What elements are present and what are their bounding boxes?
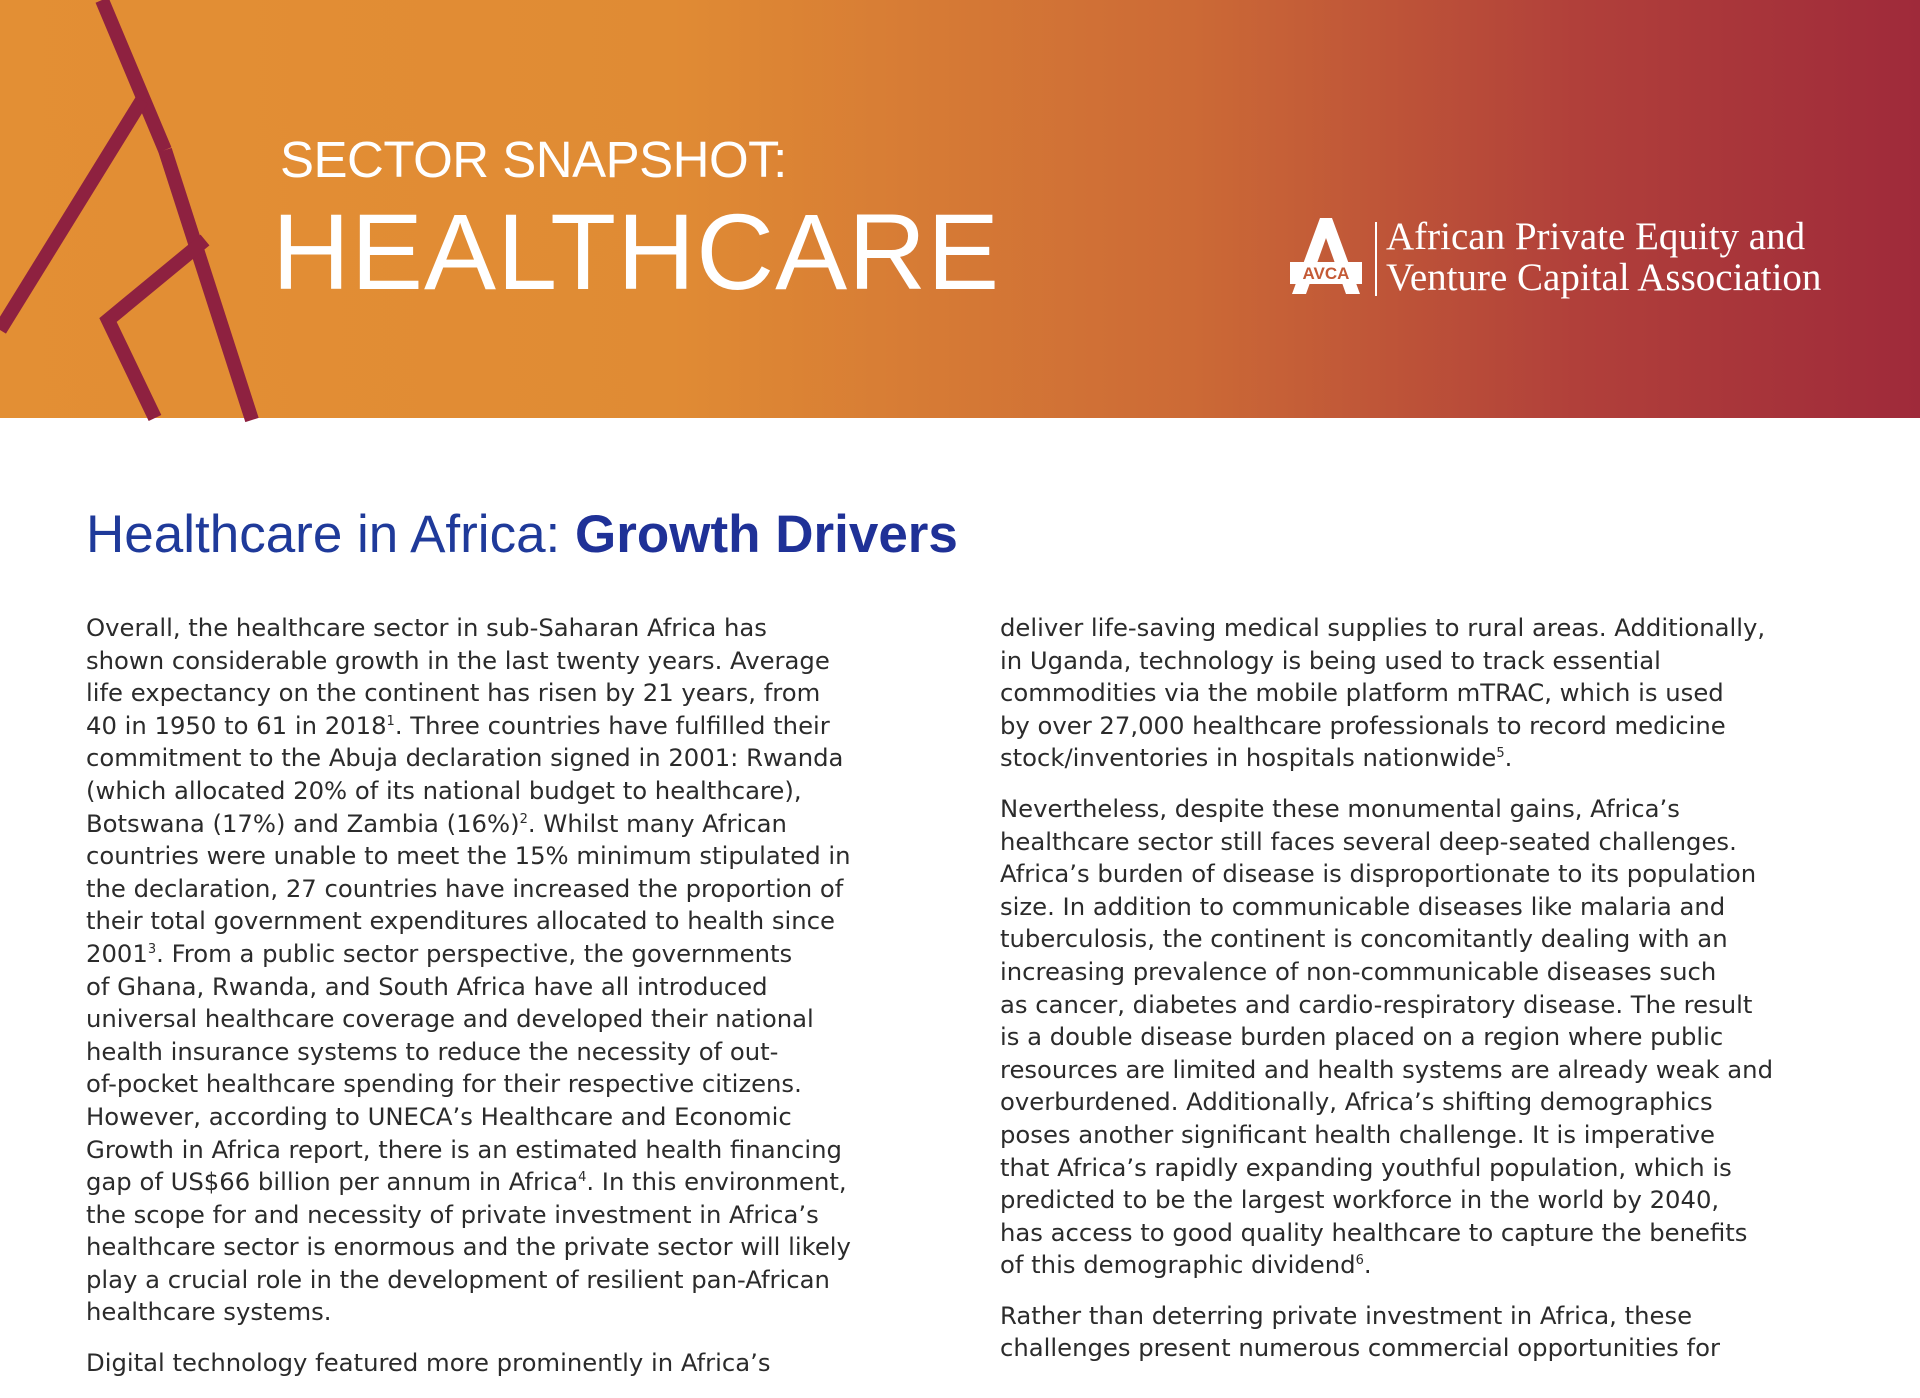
footnote-ref: 3	[147, 941, 157, 957]
footnote-ref: 6	[1355, 1253, 1364, 1269]
sector-title: HEALTHCARE	[272, 191, 1001, 312]
paragraph	[1000, 793, 1860, 1282]
footnote-ref: 2	[519, 811, 528, 827]
article-heading	[86, 506, 958, 564]
sector-kicker: SECTOR SNAPSHOT:	[280, 131, 787, 188]
decorative-line-graphic	[0, 0, 300, 418]
paragraph-text: .	[1363, 1250, 1372, 1280]
paragraph-text: . In this environment, the scope for and necessity of private investment in Africa’s healthcare sector is enormous and the private sector will likely play a crucial role in the development of resilient pan-African healthcare systems.	[86, 1167, 851, 1327]
paragraph: Digital technology featured more prominently in Africa’s	[86, 1348, 771, 1378]
paragraph-text: . From a public sector perspective, the governments of Ghana, Rwanda, and South Africa have all introduced universal healthcare coverage and developed their national health insurance systems to reduce the necessity of out- of-pocket healthcare spending for their respective citizens. However, according to UNECA’s Healthcare and Economic Growth in Africa report, there is an estimated health financing gap of US$66 billion per annum in Africa	[86, 938, 842, 1197]
footnote-ref: 1	[386, 713, 395, 729]
logo-divider	[1375, 222, 1377, 296]
paragraph-text: Nevertheless, despite these monumental gains, Africa’s healthcare sector still faces several deep-seated challenges. Africa’s burden of disease is disproportionate to its population size. In addition to communicable diseases like malaria and tuberculosis, the continent is concomitantly dealing with an increasing prevalence of non-communicable diseases such as cancer, diabetes and cardio-respiratory disease. The result is a double disease burden placed on a region where public resources are limited and health systems are already weak and overburdened. Additionally, Africa’s shifting demographics poses another significant health challenge. It is imperative that Africa’s rapidly expanding youthful population, which is predicted to be the largest workforce in the world by 2040, has access to good quality healthcare to capture the benefits of this demographic dividend	[1000, 793, 1774, 1280]
organization-name	[1386, 216, 1821, 298]
header-banner	[0, 0, 1920, 418]
logo-wordmark: AVCA	[1302, 264, 1350, 283]
paragraph-text: deliver life-saving medical supplies to rural areas. Additionally, in Uganda, technology is being used to track essential commodities via the mobile platform mTRAC, which is used by over 27,000 healthcare professionals to record medicine stock/inventories in hospitals nationwide	[1000, 613, 1766, 773]
paragraph-text: . Whilst many African countries were unable to meet the 15% minimum stipulated in the declaration, 27 countries have increased the proportion of their total government expenditures allocated to health since 2001	[86, 808, 851, 968]
text-column-left	[86, 612, 946, 1398]
paragraph-text: .	[1504, 743, 1513, 773]
footnote-ref: 5	[1496, 746, 1505, 762]
paragraph	[86, 612, 946, 1329]
organization-name-line-1: African Private Equity and	[1386, 215, 1806, 258]
article-heading-plain: Healthcare in Africa:	[86, 505, 576, 564]
paragraph: Rather than deterring private investment in Africa, these challenges present numerous commercial opportunities for	[1000, 1300, 1720, 1363]
paragraph-text: Overall, the healthcare sector in sub-Saharan Africa has shown considerable growth in the last twenty years. Average life expectancy on the continent has risen by 21 years, from 40 in 1950 to 61 in 2018	[86, 613, 830, 740]
organization-name-line-2: Venture Capital Association	[1386, 256, 1822, 299]
avca-logo-icon	[1290, 218, 1362, 296]
article-heading-bold: Growth Drivers	[575, 505, 958, 564]
paragraph-text: . Three countries have fulfilled their commitment to the Abuja declaration signed in 2001: Rwanda (which allocated 20% of its national budget to healthcare), Botswana (17%) and Zambia (16%)	[86, 710, 844, 838]
footnote-ref: 4	[578, 1170, 587, 1186]
text-column-right	[1000, 612, 1860, 1383]
paragraph	[1000, 612, 1860, 775]
